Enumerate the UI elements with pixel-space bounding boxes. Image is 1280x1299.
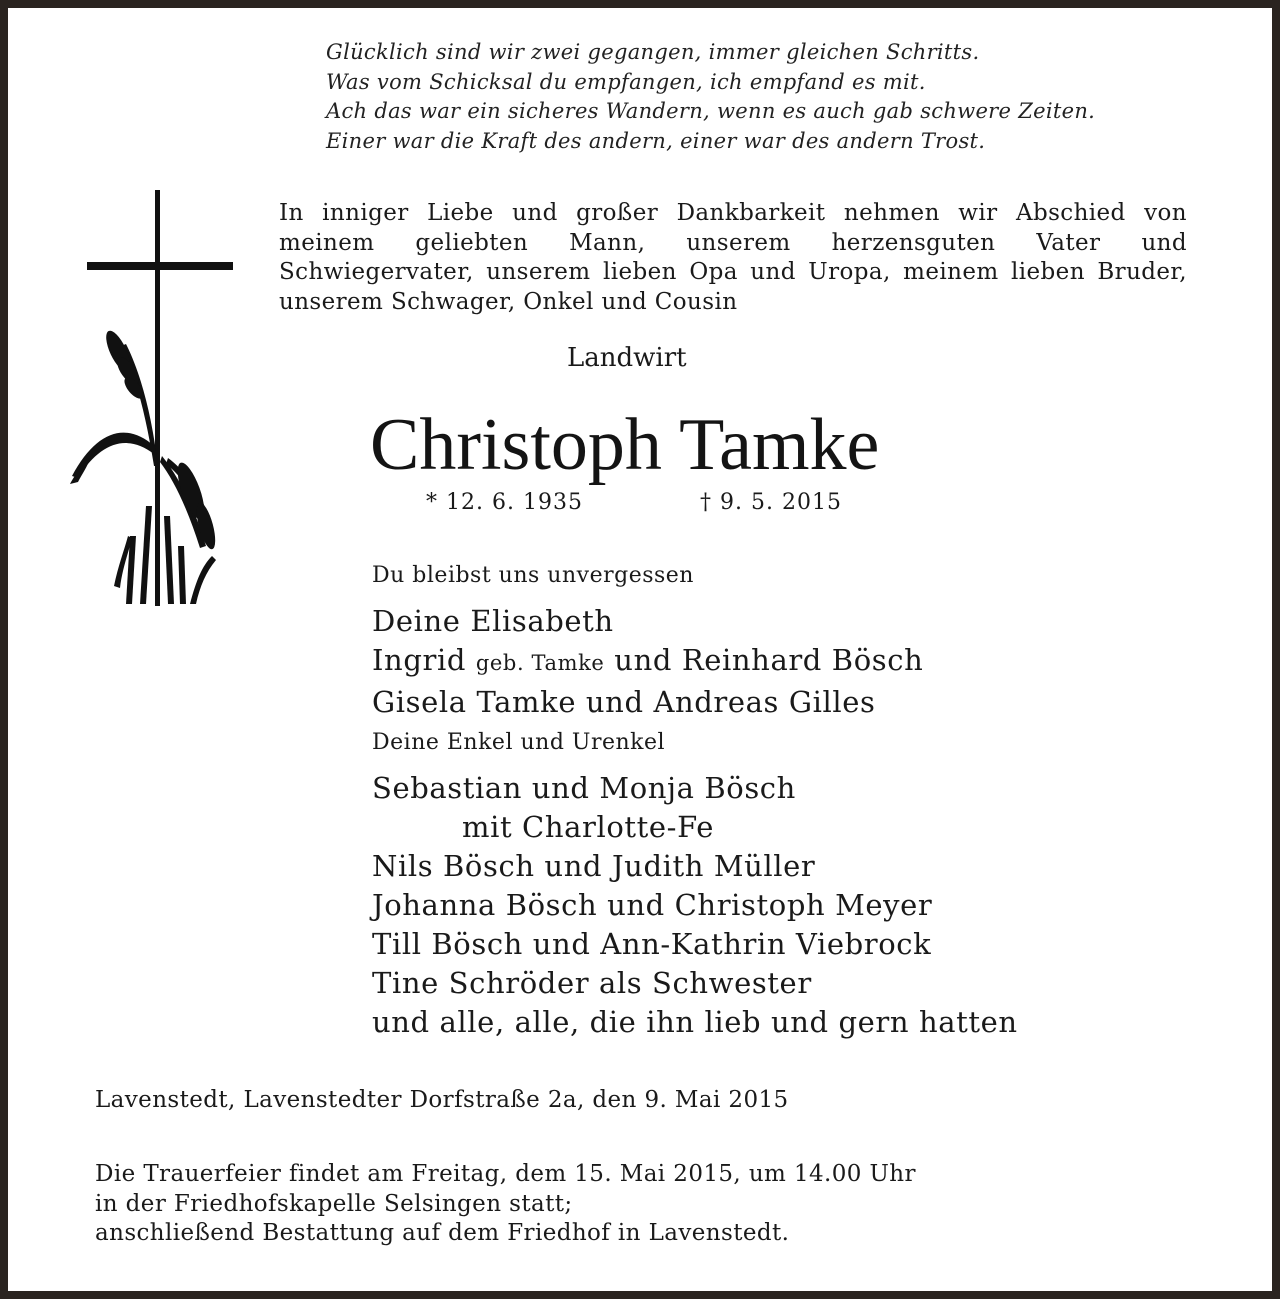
sibling-line: Tine Schröder als Schwester [372, 966, 812, 1000]
place-date: Lavenstedt, Lavenstedter Dorfstraße 2a, den 9. Mai 2015 [95, 1087, 789, 1113]
grandchild-line: Till Bösch und Ann-Kathrin Viebrock [372, 927, 932, 961]
child-line [372, 641, 923, 683]
poem-line: Ach das war ein sicheres Wandern, wenn es auch gab schwere Zeiten. [326, 99, 1096, 123]
others-line: und alle, alle, die ihn lieb und gern hatten [372, 1005, 1018, 1039]
poem-line: Einer war die Kraft des andern, einer war des andern Trost. [326, 128, 986, 153]
funeral-line: anschließend Bestattung auf dem Friedhof in Lavenstedt. [95, 1220, 790, 1246]
grandchild-line: Johanna Bösch und Christoph Meyer [372, 888, 933, 922]
child-first-name: Ingrid [372, 643, 466, 677]
family-heading: Du bleibst uns unvergessen [372, 563, 694, 588]
grandchildren-list [372, 769, 1018, 1042]
maiden-name: geb. Tamke [475, 651, 605, 675]
death-date: † 9. 5. 2015 [700, 490, 842, 515]
deceased-name: Christoph Tamke [370, 404, 880, 486]
child-partner: und Reinhard Bösch [614, 643, 924, 677]
grandchild-line: Sebastian und Monja Bösch [372, 771, 796, 805]
funeral-line: in der Friedhofskapelle Selsingen statt; [95, 1190, 573, 1217]
birth-date: * 12. 6. 1935 [426, 490, 583, 515]
funeral-info [95, 1160, 916, 1249]
child-line: Gisela Tamke und Andreas Gilles [372, 685, 876, 719]
cross-with-wheat-icon [66, 186, 236, 606]
occupation: Landwirt [567, 343, 687, 373]
grandchild-line: Nils Bösch und Judith Müller [372, 849, 816, 883]
poem-line: Glücklich sind wir zwei gegangen, immer gleichen Schritts. [326, 40, 980, 64]
family-members [372, 602, 923, 722]
wife: Deine Elisabeth [372, 604, 614, 638]
intro-text: In inniger Liebe und großer Dankbarkeit nehmen wir Abschied von meinem geliebten Mann, unserem herzensguten Vater und Schwiegervater, unserem lieben Opa und Uropa, meinem lieben Bruder, unserem Schwager, Onkel und Cousin [279, 200, 1187, 315]
funeral-line: Die Trauerfeier findet am Freitag, dem 15. Mai 2015, um 14.00 Uhr [95, 1161, 916, 1187]
grandchildren-heading: Deine Enkel und Urenkel [372, 730, 666, 755]
great-grandchild-line: mit Charlotte-Fe [462, 810, 714, 844]
poem-line: Was vom Schicksal du empfangen, ich empfand es mit. [326, 69, 926, 94]
poem [326, 38, 1095, 156]
